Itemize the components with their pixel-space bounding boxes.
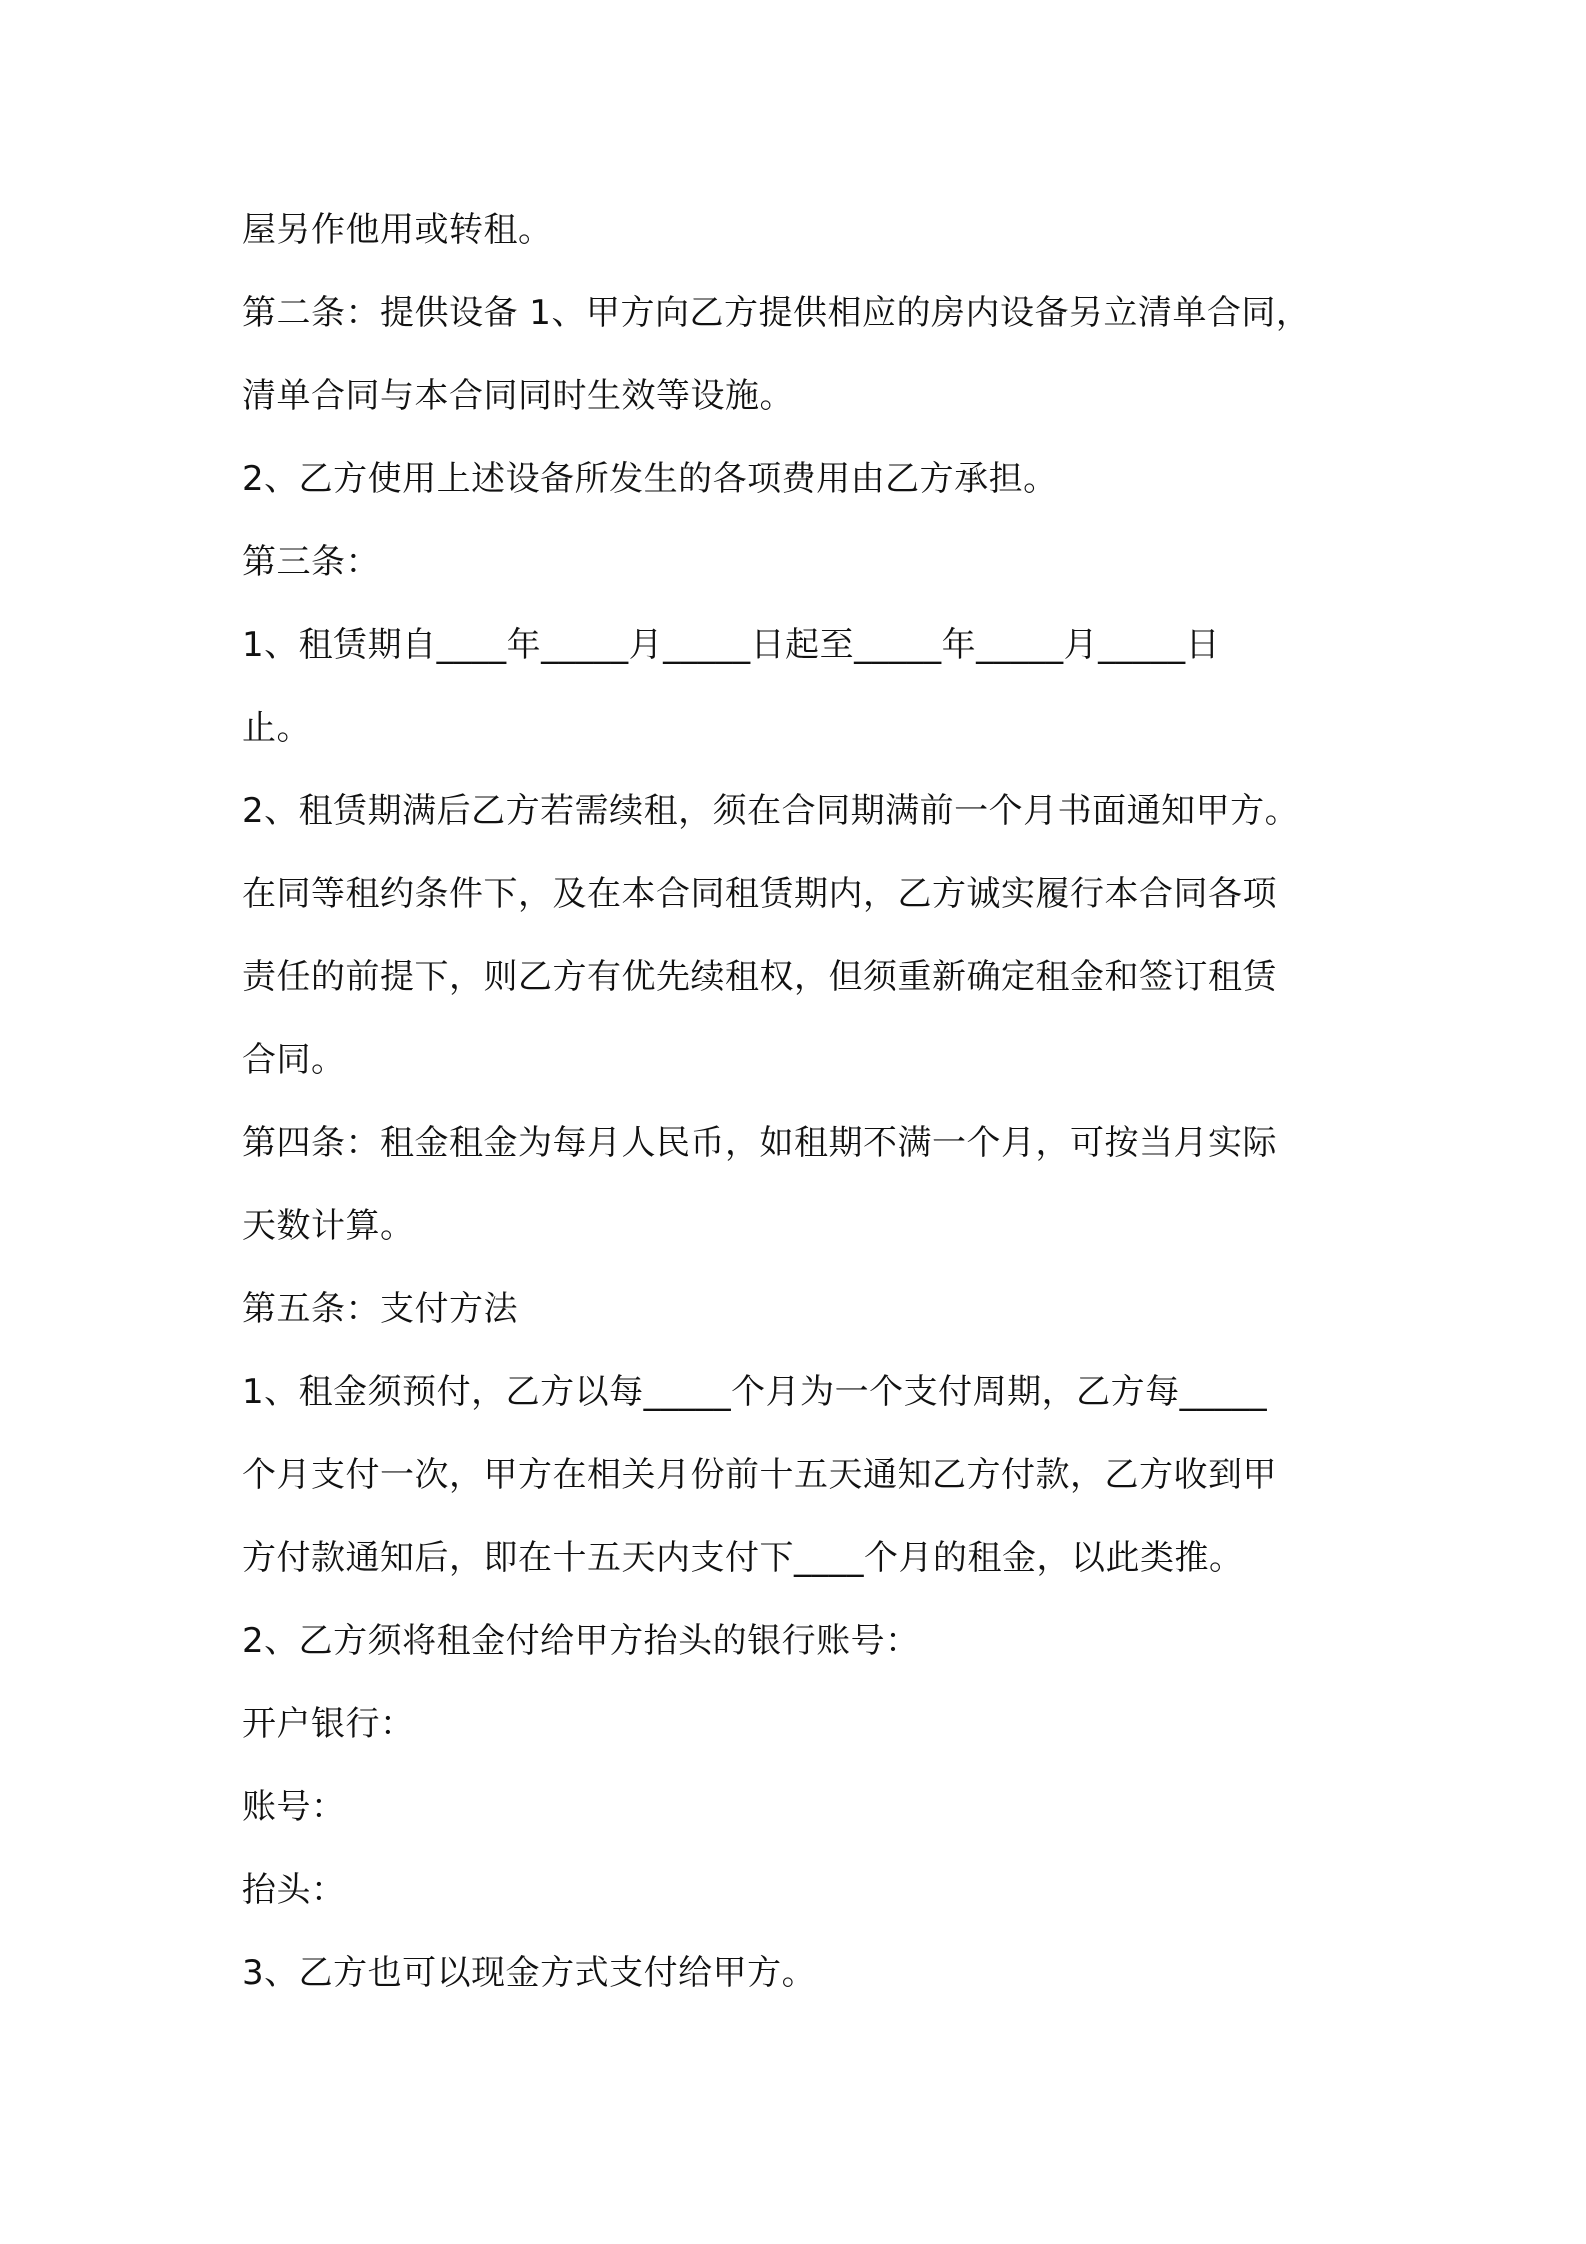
- article-3-title: 第三条：: [242, 542, 380, 582]
- cash-payment-line: 3、乙方也可以现金方式支付给甲方。: [242, 1953, 817, 1993]
- text-line-16: 个月支付一次，甲方在相关月份前十五天通知乙方付款，乙方收到甲: [242, 1455, 1277, 1495]
- text-line-7: 止。: [242, 708, 311, 748]
- text-line-17: 方付款通知后，即在十五天内支付下____个月的租金，以此类推。: [242, 1538, 1244, 1578]
- text-line-10: 责任的前提下，则乙方有优先续租权，但须重新确定租金和签订租赁: [242, 957, 1277, 997]
- renewal-clause-line: 2、租赁期满后乙方若需续租，须在合同期满前一个月书面通知甲方。: [242, 791, 1300, 831]
- text-line-4: 2、乙方使用上述设备所发生的各项费用由乙方承担。: [242, 459, 1058, 499]
- article-4-rent-line: 第四条：租金租金为每月人民币，如租期不满一个月，可按当月实际: [242, 1123, 1277, 1163]
- text-line-3: 清单合同与本合同同时生效等设施。: [242, 376, 794, 416]
- account-number-label: 账号：: [242, 1787, 346, 1827]
- account-holder-label: 抬头：: [242, 1870, 346, 1910]
- payment-cycle-line: 1、租金须预付，乙方以每_____个月为一个支付周期，乙方每_____: [242, 1372, 1268, 1412]
- text-line-11: 合同。: [242, 1040, 346, 1080]
- text-line-1: 屋另作他用或转租。: [242, 210, 553, 250]
- article-5-title: 第五条：支付方法: [242, 1289, 518, 1329]
- text-line-13: 天数计算。: [242, 1206, 415, 1246]
- article-2-title-line: 第二条：提供设备 1、甲方向乙方提供相应的房内设备另立清单合同，: [242, 293, 1311, 333]
- lease-period-line: 1、租赁期自____年_____月_____日起至_____年_____月_____日: [242, 625, 1221, 665]
- bank-account-clause-line: 2、乙方须将租金付给甲方抬头的银行账号：: [242, 1621, 920, 1661]
- bank-name-label: 开户银行：: [242, 1704, 415, 1744]
- text-line-9: 在同等租约条件下，及在本合同租赁期内，乙方诚实履行本合同各项: [242, 874, 1277, 914]
